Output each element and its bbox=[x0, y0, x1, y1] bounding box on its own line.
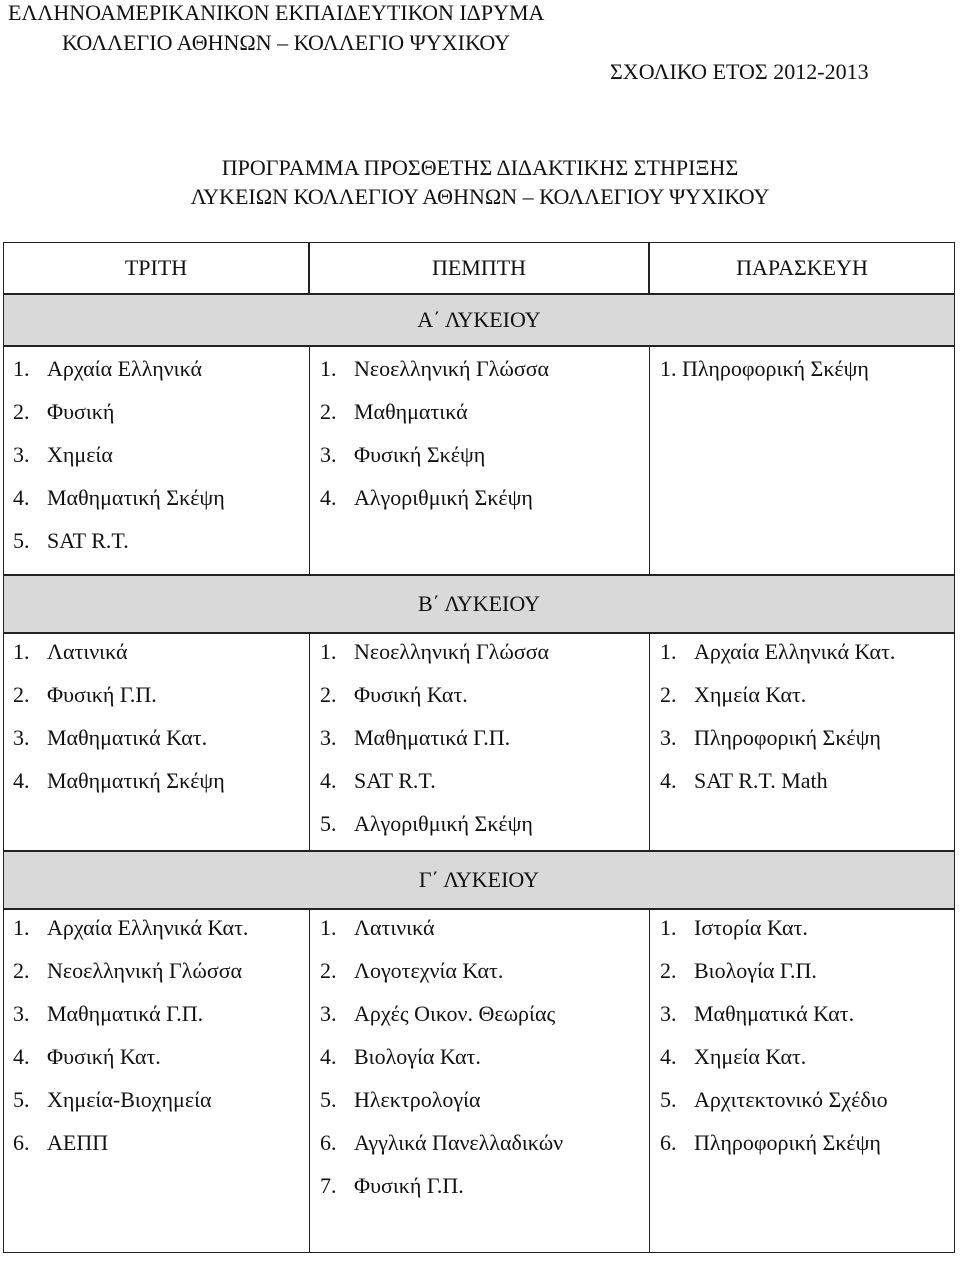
list-item bbox=[320, 956, 563, 999]
day-header-thursday: ΠΕΜΠΤΗ bbox=[309, 242, 649, 294]
grade-band-a: Α΄ ΛΥΚΕΙΟΥ bbox=[3, 294, 955, 346]
day-header-tuesday: ΤΡΙΤΗ bbox=[3, 242, 309, 294]
item-subject: Αρχαία Ελληνικά Κατ. bbox=[47, 915, 249, 940]
list-item bbox=[320, 913, 563, 956]
item-subject: Πληροφορική Σκέψη bbox=[682, 356, 869, 381]
item-number: 6. bbox=[660, 1130, 677, 1155]
grade-a-tuesday-list bbox=[13, 354, 225, 569]
list-item bbox=[320, 809, 549, 852]
item-subject: Μαθηματικά bbox=[354, 399, 468, 424]
item-number: 5. bbox=[320, 811, 337, 836]
list-item bbox=[320, 1085, 563, 1128]
list-item bbox=[660, 1128, 888, 1171]
item-number: 2. bbox=[320, 399, 337, 424]
list-item bbox=[660, 680, 895, 723]
list-item bbox=[13, 397, 225, 440]
program-title-line2: ΛΥΚΕΙΩΝ ΚΟΛΛΕΓΙΟΥ ΑΘΗΝΩΝ – ΚΟΛΛΕΓΙΟΥ ΨΥΧΙΚΟΥ bbox=[190, 184, 770, 209]
list-item bbox=[320, 440, 549, 483]
item-number: 5. bbox=[13, 1087, 30, 1112]
item-subject: Αρχές Οικον. Θεωρίας bbox=[354, 1001, 556, 1026]
item-number: 5. bbox=[13, 528, 30, 553]
list-item bbox=[660, 354, 869, 397]
item-subject: Πληροφορική Σκέψη bbox=[694, 1130, 881, 1155]
item-number: 4. bbox=[13, 1044, 30, 1069]
list-item bbox=[320, 766, 549, 809]
list-item bbox=[320, 397, 549, 440]
item-subject: Αγγλικά Πανελλαδικών bbox=[354, 1130, 564, 1155]
item-number: 2. bbox=[13, 958, 30, 983]
item-number: 4. bbox=[13, 768, 30, 793]
item-subject: Φυσική Σκέψη bbox=[354, 442, 486, 467]
item-subject: Μαθηματικά Γ.Π. bbox=[354, 725, 511, 750]
list-item bbox=[320, 999, 563, 1042]
list-item bbox=[320, 1128, 563, 1171]
item-number: 6. bbox=[13, 1130, 30, 1155]
item-subject: SAT R.T. bbox=[47, 528, 129, 553]
schedule-table bbox=[3, 242, 955, 1253]
item-number: 4. bbox=[320, 485, 337, 510]
grade-c-thursday-list bbox=[320, 913, 563, 1214]
item-number: 4. bbox=[660, 1044, 677, 1069]
list-item bbox=[13, 913, 248, 956]
grade-b-block bbox=[3, 633, 955, 851]
list-item bbox=[13, 1128, 248, 1171]
list-item bbox=[13, 680, 225, 723]
column-divider bbox=[649, 634, 650, 850]
item-number: 4. bbox=[320, 1044, 337, 1069]
institution-name: ΕΛΛΗΝΟΑΜΕΡΙΚΑΝΙΚΟΝ ΕΚΠΑΙΔΕΥΤΙΚΟΝ ΙΔΡΥΜΑ bbox=[8, 0, 545, 25]
item-subject: Αρχιτεκτονικό Σχέδιο bbox=[694, 1087, 888, 1112]
list-item bbox=[320, 1171, 563, 1214]
day-header-friday: ΠΑΡΑΣΚΕΥΗ bbox=[649, 242, 955, 294]
list-item bbox=[13, 637, 225, 680]
item-subject: Ιστορία Κατ. bbox=[694, 915, 808, 940]
list-item bbox=[13, 1042, 248, 1085]
item-number: 2. bbox=[13, 682, 30, 707]
item-subject: Νεοελληνική Γλώσσα bbox=[354, 639, 550, 664]
item-number: 1. bbox=[660, 356, 677, 381]
item-subject: Μαθηματική Σκέψη bbox=[47, 485, 225, 510]
list-item bbox=[13, 723, 225, 766]
grade-a-friday-list bbox=[660, 354, 869, 397]
list-item bbox=[660, 766, 895, 809]
column-divider bbox=[309, 910, 310, 1252]
item-number: 1. bbox=[13, 639, 30, 664]
item-subject: Μαθηματικά Κατ. bbox=[694, 1001, 855, 1026]
list-item bbox=[13, 999, 248, 1042]
item-number: 7. bbox=[320, 1173, 337, 1198]
item-number: 4. bbox=[13, 485, 30, 510]
item-number: 3. bbox=[13, 442, 30, 467]
column-divider bbox=[649, 347, 650, 574]
item-number: 3. bbox=[320, 442, 337, 467]
list-item bbox=[13, 956, 248, 999]
item-subject: Μαθηματική Σκέψη bbox=[47, 768, 225, 793]
list-item bbox=[320, 637, 549, 680]
grade-c-friday-list bbox=[660, 913, 888, 1171]
item-subject: Αλγοριθμική Σκέψη bbox=[354, 811, 533, 836]
item-subject: ΑΕΠΠ bbox=[47, 1130, 109, 1155]
list-item bbox=[320, 1042, 563, 1085]
item-subject: Ηλεκτρολογία bbox=[354, 1087, 481, 1112]
list-item bbox=[320, 354, 549, 397]
item-number: 3. bbox=[13, 725, 30, 750]
item-number: 3. bbox=[660, 725, 677, 750]
program-title-line1: ΠΡΟΓΡΑΜΜΑ ΠΡΟΣΘΕΤΗΣ ΔΙΔΑΚΤΙΚΗΣ ΣΤΗΡΙΞΗΣ bbox=[221, 155, 739, 180]
list-item bbox=[660, 913, 888, 956]
grade-band-c: Γ΄ ΛΥΚΕΙΟΥ bbox=[3, 851, 955, 909]
school-year: ΣΧΟΛΙΚΟ ΕΤΟΣ 2012-2013 bbox=[610, 59, 869, 84]
item-number: 2. bbox=[320, 682, 337, 707]
list-item bbox=[13, 354, 225, 397]
list-item bbox=[320, 680, 549, 723]
item-subject: Φυσική Κατ. bbox=[354, 682, 468, 707]
item-subject: Χημεία Κατ. bbox=[694, 682, 807, 707]
item-number: 1. bbox=[320, 639, 337, 664]
item-subject: Χημεία Κατ. bbox=[694, 1044, 807, 1069]
list-item bbox=[13, 526, 225, 569]
grade-c-block bbox=[3, 909, 955, 1253]
item-number: 1. bbox=[13, 915, 30, 940]
column-divider bbox=[649, 910, 650, 1252]
item-number: 1. bbox=[13, 356, 30, 381]
grade-b-thursday-list bbox=[320, 637, 549, 852]
item-number: 2. bbox=[320, 958, 337, 983]
item-subject: Φυσική Γ.Π. bbox=[47, 682, 157, 707]
item-subject: Χημεία-Βιοχημεία bbox=[47, 1087, 212, 1112]
item-number: 1. bbox=[320, 356, 337, 381]
item-number: 3. bbox=[320, 725, 337, 750]
item-number: 5. bbox=[660, 1087, 677, 1112]
grade-b-friday-list bbox=[660, 637, 895, 809]
item-number: 2. bbox=[13, 399, 30, 424]
list-item bbox=[320, 483, 549, 526]
grade-band-b: Β΄ ΛΥΚΕΙΟΥ bbox=[3, 575, 955, 633]
item-subject: Πληροφορική Σκέψη bbox=[694, 725, 881, 750]
item-subject: Βιολογία Κατ. bbox=[354, 1044, 481, 1069]
item-number: 5. bbox=[320, 1087, 337, 1112]
list-item bbox=[13, 440, 225, 483]
item-subject: Βιολογία Γ.Π. bbox=[694, 958, 817, 983]
item-number: 2. bbox=[660, 958, 677, 983]
item-number: 2. bbox=[660, 682, 677, 707]
column-divider bbox=[309, 634, 310, 850]
item-number: 3. bbox=[320, 1001, 337, 1026]
item-number: 1. bbox=[660, 915, 677, 940]
item-number: 4. bbox=[320, 768, 337, 793]
item-subject: Νεοελληνική Γλώσσα bbox=[47, 958, 243, 983]
column-divider bbox=[309, 347, 310, 574]
item-subject: SAT R.T. Math bbox=[694, 768, 828, 793]
item-subject: SAT R.T. bbox=[354, 768, 436, 793]
list-item bbox=[13, 766, 225, 809]
list-item bbox=[13, 483, 225, 526]
item-subject: Λογοτεχνία Κατ. bbox=[354, 958, 504, 983]
grade-a-block bbox=[3, 346, 955, 575]
item-number: 3. bbox=[13, 1001, 30, 1026]
item-number: 1. bbox=[660, 639, 677, 664]
list-item bbox=[660, 1042, 888, 1085]
list-item bbox=[320, 723, 549, 766]
colleges-name: ΚΟΛΛΕΓΙΟ ΑΘΗΝΩΝ – ΚΟΛΛΕΓΙΟ ΨΥΧΙΚΟΥ bbox=[62, 30, 511, 55]
item-subject: Μαθηματικά Κατ. bbox=[47, 725, 208, 750]
item-subject: Λατινικά bbox=[354, 915, 435, 940]
grade-a-thursday-list bbox=[320, 354, 549, 526]
item-subject: Φυσική bbox=[47, 399, 115, 424]
item-subject: Μαθηματικά Γ.Π. bbox=[47, 1001, 204, 1026]
list-item bbox=[13, 1085, 248, 1128]
item-subject: Φυσική Γ.Π. bbox=[354, 1173, 464, 1198]
item-subject: Φυσική Κατ. bbox=[47, 1044, 161, 1069]
list-item bbox=[660, 999, 888, 1042]
list-item bbox=[660, 723, 895, 766]
list-item bbox=[660, 1085, 888, 1128]
item-subject: Νεοελληνική Γλώσσα bbox=[354, 356, 550, 381]
item-number: 1. bbox=[320, 915, 337, 940]
item-subject: Χημεία bbox=[47, 442, 113, 467]
grade-b-tuesday-list bbox=[13, 637, 225, 809]
item-subject: Αρχαία Ελληνικά Κατ. bbox=[694, 639, 896, 664]
item-number: 3. bbox=[660, 1001, 677, 1026]
list-item bbox=[660, 637, 895, 680]
item-subject: Αρχαία Ελληνικά bbox=[47, 356, 202, 381]
grade-c-tuesday-list bbox=[13, 913, 248, 1171]
list-item bbox=[660, 956, 888, 999]
item-number: 6. bbox=[320, 1130, 337, 1155]
item-subject: Αλγοριθμική Σκέψη bbox=[354, 485, 533, 510]
item-subject: Λατινικά bbox=[47, 639, 128, 664]
item-number: 4. bbox=[660, 768, 677, 793]
